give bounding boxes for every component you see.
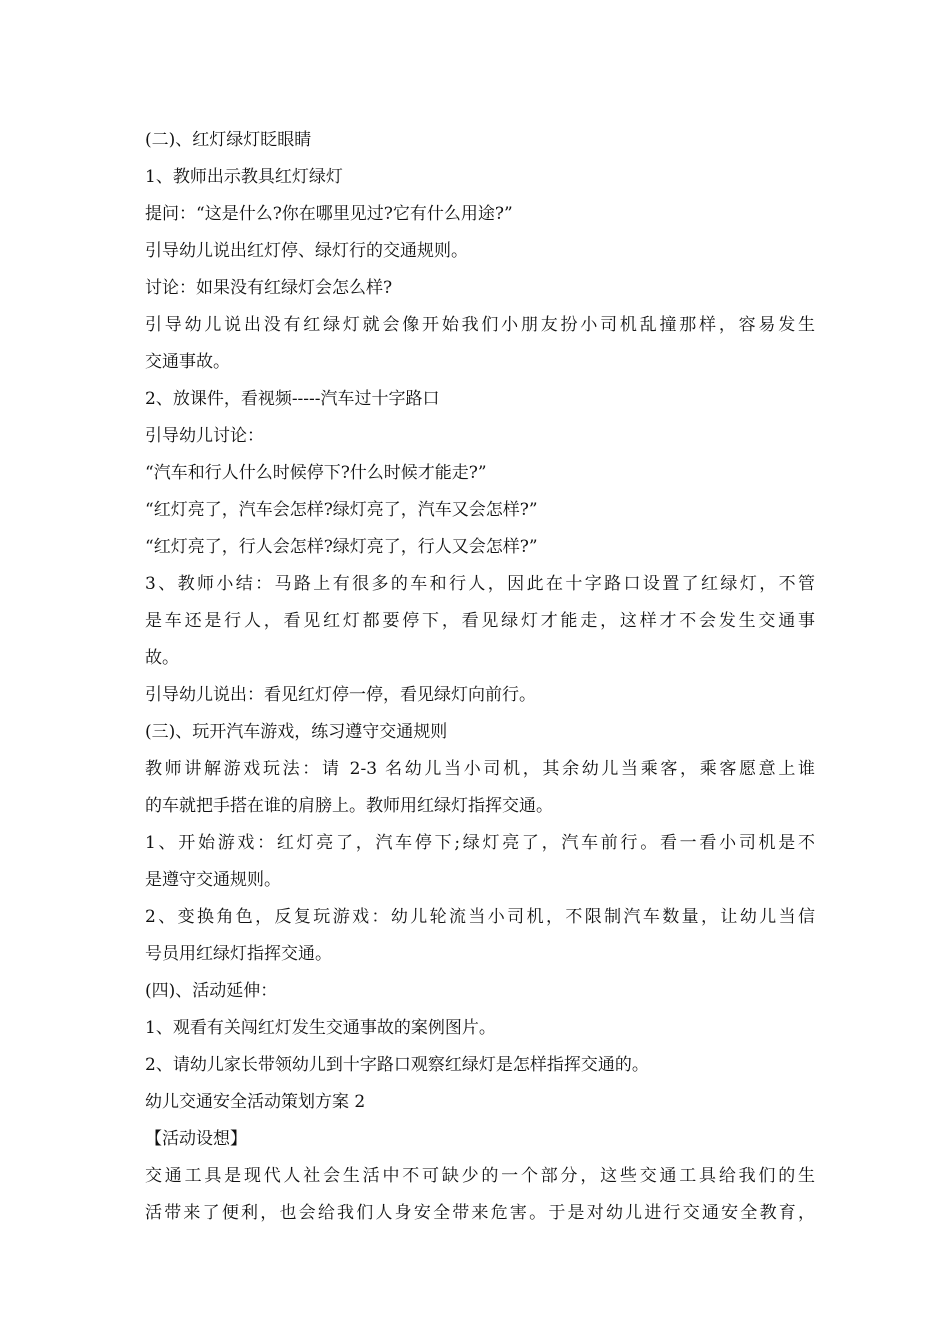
text-line: 引导幼儿讨论： — [145, 426, 264, 446]
text-line: 【活动设想】 — [145, 1129, 247, 1149]
text-line: (二)、红灯绿灯眨眼睛 — [145, 130, 312, 150]
text-line: 幼儿交通安全活动策划方案 2 — [145, 1092, 366, 1112]
text-line: 号员用红绿灯指挥交通。 — [145, 944, 332, 964]
text-line: (四)、活动延伸： — [145, 981, 278, 1001]
text-line: 是车还是行人，看见红灯都要停下，看见绿灯才能走，这样才不会发生交通事 — [145, 611, 815, 631]
text-line: 教师讲解游戏玩法：请 2-3 名幼儿当小司机，其余幼儿当乘客，乘客愿意上谁 — [145, 759, 815, 779]
text-line: 故。 — [145, 648, 179, 668]
text-line: 1、开始游戏：红灯亮了，汽车停下;绿灯亮了，汽车前行。看一看小司机是不 — [145, 833, 815, 853]
text-line: “红灯亮了，汽车会怎样?绿灯亮了，汽车又会怎样?” — [145, 500, 538, 520]
text-line: 活带来了便利，也会给我们人身安全带来危害。于是对幼儿进行交通安全教育， — [145, 1203, 815, 1223]
text-line: “红灯亮了，行人会怎样?绿灯亮了，行人又会怎样?” — [145, 537, 538, 557]
text-line: 引导幼儿说出：看见红灯停一停，看见绿灯向前行。 — [145, 685, 536, 705]
text-line: 3、教师小结：马路上有很多的车和行人，因此在十字路口设置了红绿灯，不管 — [145, 574, 815, 594]
text-line: 的车就把手搭在谁的肩膀上。教师用红绿灯指挥交通。 — [145, 796, 553, 816]
text-line: 交通工具是现代人社会生活中不可缺少的一个部分，这些交通工具给我们的生 — [145, 1166, 815, 1186]
text-line: 引导幼儿说出没有红绿灯就会像开始我们小朋友扮小司机乱撞那样，容易发生 — [145, 315, 815, 335]
text-line: 2、变换角色，反复玩游戏：幼儿轮流当小司机，不限制汽车数量，让幼儿当信 — [145, 907, 815, 927]
text-line: 2、放课件，看视频-----汽车过十字路口 — [145, 389, 440, 409]
text-line: 交通事故。 — [145, 352, 230, 372]
text-line: 引导幼儿说出红灯停、绿灯行的交通规则。 — [145, 241, 468, 261]
text-line: 是遵守交通规则。 — [145, 870, 281, 890]
text-line: 1、观看有关闯红灯发生交通事故的案例图片。 — [145, 1018, 496, 1038]
text-line: 2、请幼儿家长带领幼儿到十字路口观察红绿灯是怎样指挥交通的。 — [145, 1055, 649, 1075]
text-line: 讨论：如果没有红绿灯会怎么样? — [145, 278, 393, 298]
document-body — [145, 122, 815, 1232]
text-line: 1、教师出示教具红灯绿灯 — [145, 167, 343, 187]
text-line: (三)、玩开汽车游戏，练习遵守交通规则 — [145, 722, 448, 742]
text-line: “汽车和行人什么时候停下?什么时候才能走?” — [145, 463, 487, 483]
text-line: 提问：“这是什么?你在哪里见过?它有什么用途?” — [145, 204, 513, 224]
